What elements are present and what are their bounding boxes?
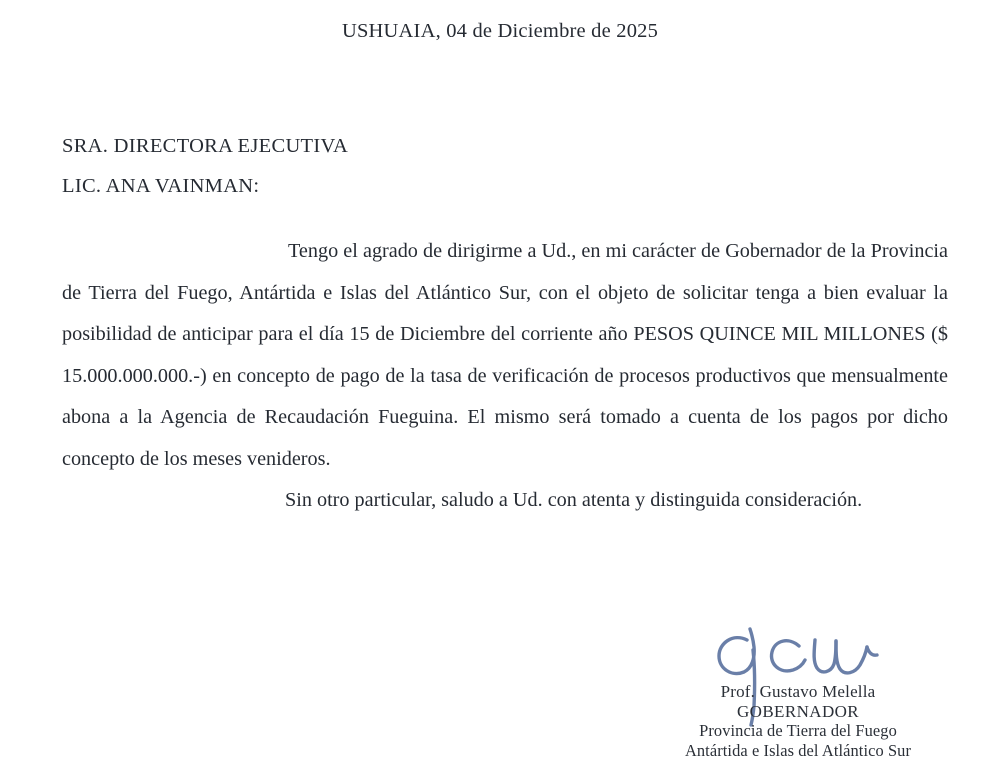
addressee-title: SRA. DIRECTORA EJECUTIVA: [62, 135, 349, 157]
letter-body: [62, 231, 948, 522]
dateline: USHUAIA, 04 de Diciembre de 2025: [341, 20, 659, 42]
signature-caption: [648, 682, 948, 760]
signatory-province: Provincia de Tierra del Fuego: [699, 721, 897, 740]
signatory-role: GOBERNADOR: [736, 701, 860, 721]
addressee-name: LIC. ANA VAINMAN:: [62, 175, 260, 197]
signature-mark: [648, 620, 948, 682]
signatory-name: Prof. Gustavo Melella: [720, 682, 876, 701]
body-paragraph-1: Tengo el agrado de dirigirme a Ud., en mi carácter de Gobernador de la Provincia de Tierra del Fuego, Antártida e Islas del Atlántico Sur, con el objeto de solicitar tenga a bien evaluar la posibilidad de anticipar para el día 15 de Diciembre del corriente año PESOS QUINCE MIL MILLONES ($ 15.000.000.000.-) en concepto de pago de la tasa de verificación de procesos productivos que mensualmente abona a la Agencia de Recaudación Fueguina. El mismo será tomado a cuenta de los pagos por dicho concepto de los meses venideros.: [62, 240, 948, 470]
body-closing: Sin otro particular, saludo a Ud. con atenta y distinguida consideración.: [285, 489, 863, 511]
addressee-block: [62, 126, 682, 206]
dateline-row: [0, 20, 1000, 43]
signatory-territory: Antártida e Islas del Atlántico Sur: [684, 740, 912, 760]
signature-block: [648, 620, 948, 760]
